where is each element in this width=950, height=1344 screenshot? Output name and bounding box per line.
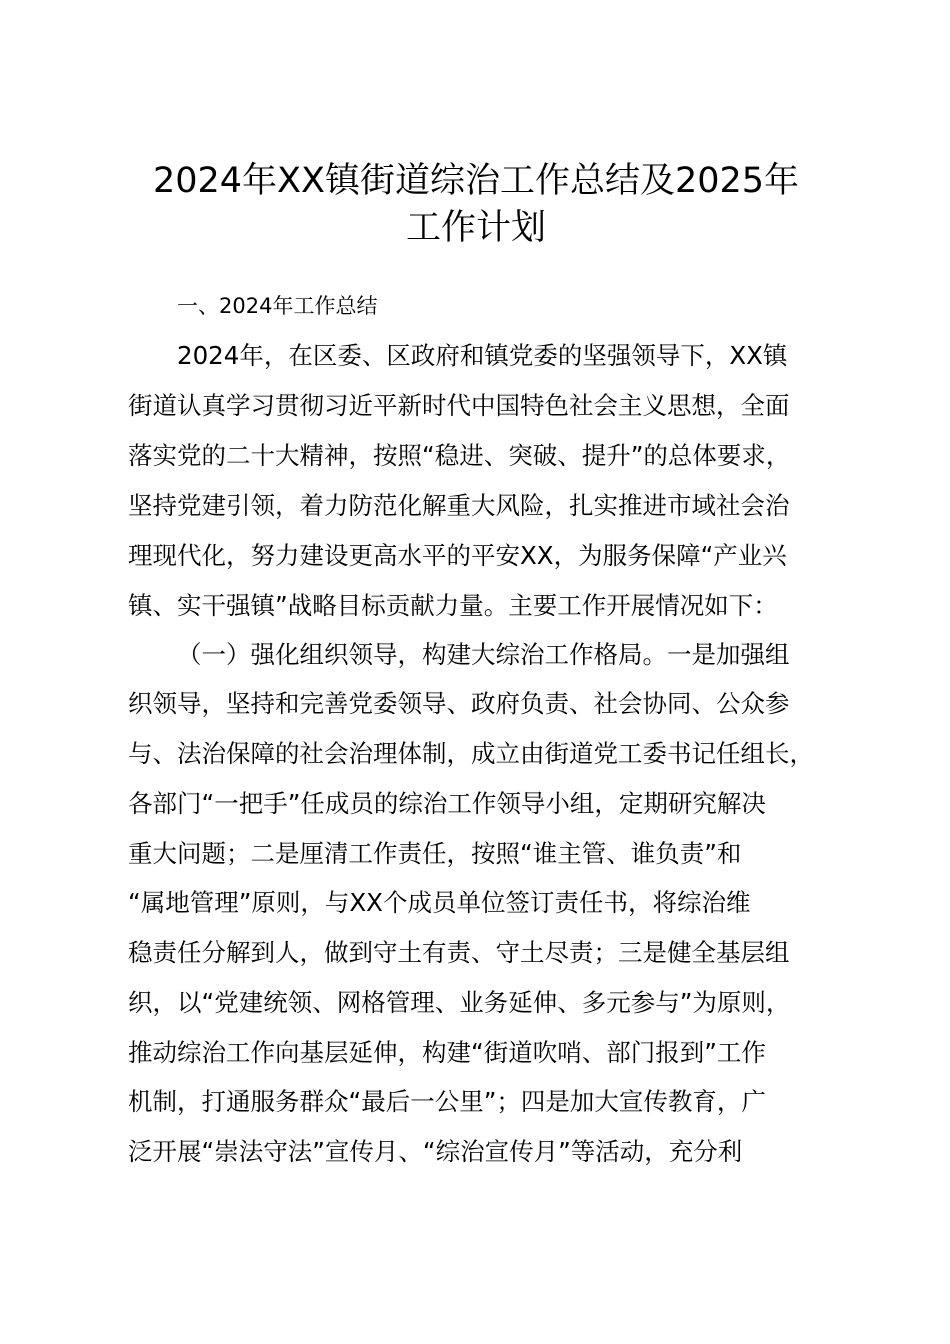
section-heading: 一、2024年工作总结 — [177, 294, 378, 318]
paragraph-2-line: 推动综治工作向基层延伸，构建“街道吹哨、部门报到”工作 — [128, 1038, 766, 1067]
paragraph-2-line: “属地管理”原则，与XX个成员单位签订责任书，将综治维 — [128, 888, 751, 917]
paragraph-1-line: 街道认真学习贯彻习近平新时代中国特色社会主义思想，全面 — [128, 391, 790, 420]
paragraph-1-line: 坚持党建引领，着力防范化解重大风险，扎实推进市域社会治 — [128, 491, 790, 520]
paragraph-2-line: 与、法治保障的社会治理体制，成立由街道党工委书记任组长， — [128, 739, 814, 768]
paragraph-2-line: 织领导，坚持和完善党委领导、政府负责、社会协同、公众参 — [128, 689, 790, 718]
paragraph-1-line: 镇、实干强镇”战略目标贡献力量。主要工作开展情况如下： — [128, 591, 778, 620]
paragraph-2-line: 泛开展“崇法守法”宣传月、“综治宣传月”等活动，充分利 — [128, 1137, 743, 1166]
paragraph-1-line: 理现代化，努力建设更高水平的平安XX，为服务保障“产业兴 — [128, 541, 787, 570]
paragraph-2-line: 机制，打通服务群众“最后一公里”；四是加大宣传教育，广 — [128, 1087, 766, 1116]
paragraph-1-line: 2024年，在区委、区政府和镇党委的坚强领导下，XX镇 — [177, 341, 788, 370]
document-title-line-1: 2024年XX镇街道综治工作总结及2025年 — [152, 161, 800, 201]
paragraph-2-line: 织，以“党建统领、网格管理、业务延伸、多元参与”为原则， — [128, 988, 791, 1017]
paragraph-2-line: 重大问题；二是厘清工作责任，按照“谁主管、谁负责”和 — [128, 839, 742, 868]
document-title-line-2: 工作计划 — [405, 208, 546, 248]
paragraph-2-line: 各部门“一把手”任成员的综治工作领导小组，定期研究解决 — [128, 789, 766, 818]
paragraph-2-line: 稳责任分解到人，做到守土有责、守土尽责；三是健全基层组 — [128, 938, 790, 967]
paragraph-2-line: （一）强化组织领导，构建大综治工作格局。一是加强组 — [177, 640, 790, 669]
paragraph-1-line: 落实党的二十大精神，按照“稳进、突破、提升”的总体要求， — [128, 441, 791, 470]
